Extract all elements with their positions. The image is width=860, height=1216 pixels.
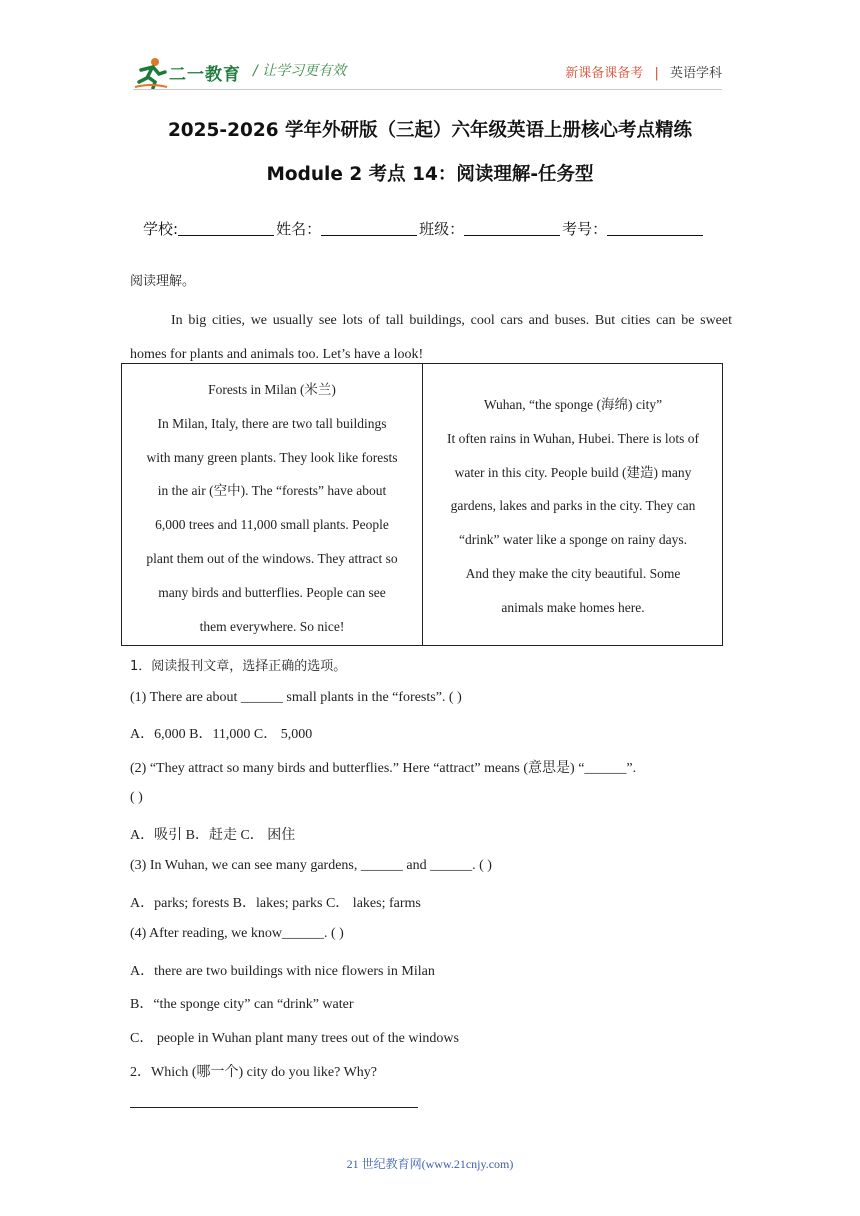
instruction: 阅读理解。 bbox=[130, 274, 196, 289]
runner-icon bbox=[133, 56, 169, 90]
slogan: / 让学习更有效 bbox=[253, 63, 347, 79]
milan-line: many birds and butterflies. People can see bbox=[158, 584, 386, 600]
header-subject: 英语学科 bbox=[669, 66, 722, 81]
reading-passage: In big cities, we usually see lots of tall buildings, cool cars and buses. But cities can be sweet homes for plants and animals too. Let’s have a look! bbox=[130, 313, 732, 362]
milan-column bbox=[122, 364, 422, 645]
milan-line: In Milan, Italy, there are two tall buildings bbox=[157, 415, 387, 431]
milan-line: with many green plants. They look like forests bbox=[146, 449, 398, 465]
logo bbox=[133, 56, 253, 90]
number-label: 考号： bbox=[562, 220, 608, 238]
milan-line: them everywhere. So nice! bbox=[199, 618, 345, 634]
question-1-2-paren: ( ) bbox=[130, 790, 143, 805]
page-subtitle: Module 2 考点 14：阅读理解-任务型 bbox=[266, 164, 594, 185]
logo-text: 二一教育 bbox=[169, 65, 241, 85]
question-1-4-option-a: A．there are two buildings with nice flowers in Milan bbox=[130, 964, 435, 979]
header-right bbox=[565, 62, 722, 81]
question-1-3: (3) In Wuhan, we can see many gardens, ______ and ______. ( ) bbox=[130, 858, 492, 873]
question-1-title: 1．阅读报刊文章，选择正确的选项。 bbox=[130, 659, 347, 674]
question-1-4: (4) After reading, we know______. ( ) bbox=[130, 926, 344, 941]
name-label: 姓名： bbox=[276, 220, 322, 238]
page-header bbox=[0, 0, 860, 96]
question-1-4-option-c: C． people in Wuhan plant many trees out of the windows bbox=[130, 1031, 459, 1046]
page-footer: 21 世纪教育网(www.21cnjy.com) bbox=[346, 1157, 514, 1171]
wuhan-column bbox=[422, 364, 723, 645]
school-field[interactable] bbox=[178, 221, 274, 236]
header-divider bbox=[133, 89, 722, 90]
reading-table bbox=[121, 363, 723, 646]
header-tagline: 新课备课备考 bbox=[565, 66, 644, 81]
milan-line: plant them out of the windows. They attract so bbox=[146, 550, 398, 566]
question-1-2: (2) “They attract so many birds and butterflies.” Here “attract” means (意思是) “______”. bbox=[130, 761, 637, 776]
school-label: 学校: bbox=[143, 220, 179, 238]
wuhan-line: It often rains in Wuhan, Hubei. There is lots of bbox=[446, 430, 700, 446]
wuhan-line: “drink” water like a sponge on rainy days. bbox=[459, 532, 687, 548]
wuhan-line: gardens, lakes and parks in the city. They can bbox=[450, 498, 696, 514]
milan-heading: Forests in Milan (米兰) bbox=[208, 382, 336, 397]
question-1-1-options: A．6,000 B．11,000 C． 5,000 bbox=[130, 727, 313, 742]
milan-line: in the air (空中). The “forests” have about bbox=[157, 483, 387, 499]
header-separator: | bbox=[654, 66, 659, 81]
wuhan-line: water in this city. People build (建造) many bbox=[454, 464, 692, 480]
question-1-2-options: A．吸引 B．赶走 C． 困住 bbox=[130, 828, 296, 843]
student-info-row bbox=[143, 218, 705, 239]
answer-line[interactable] bbox=[130, 1107, 418, 1108]
name-field[interactable] bbox=[321, 221, 417, 236]
number-field[interactable] bbox=[607, 221, 703, 236]
wuhan-line: And they make the city beautiful. Some bbox=[465, 565, 681, 581]
question-1-4-option-b: B．“the sponge city” can “drink” water bbox=[130, 997, 354, 1012]
wuhan-line: animals make homes here. bbox=[501, 599, 645, 615]
class-field[interactable] bbox=[464, 221, 560, 236]
question-1-3-options: A．parks; forests B．lakes; parks C． lakes; farms bbox=[130, 896, 421, 911]
question-2-title: 2．Which (哪一个) city do you like? Why? bbox=[130, 1065, 378, 1080]
class-label: 班级： bbox=[419, 220, 465, 238]
page-title: 2025-2026 学年外研版（三起）六年级英语上册核心考点精练 bbox=[167, 120, 693, 141]
milan-line: 6,000 trees and 11,000 small plants. People bbox=[155, 517, 389, 533]
question-1-1: (1) There are about ______ small plants in the “forests”. ( ) bbox=[130, 690, 462, 705]
wuhan-heading: Wuhan, “the sponge (海绵) city” bbox=[483, 397, 663, 412]
